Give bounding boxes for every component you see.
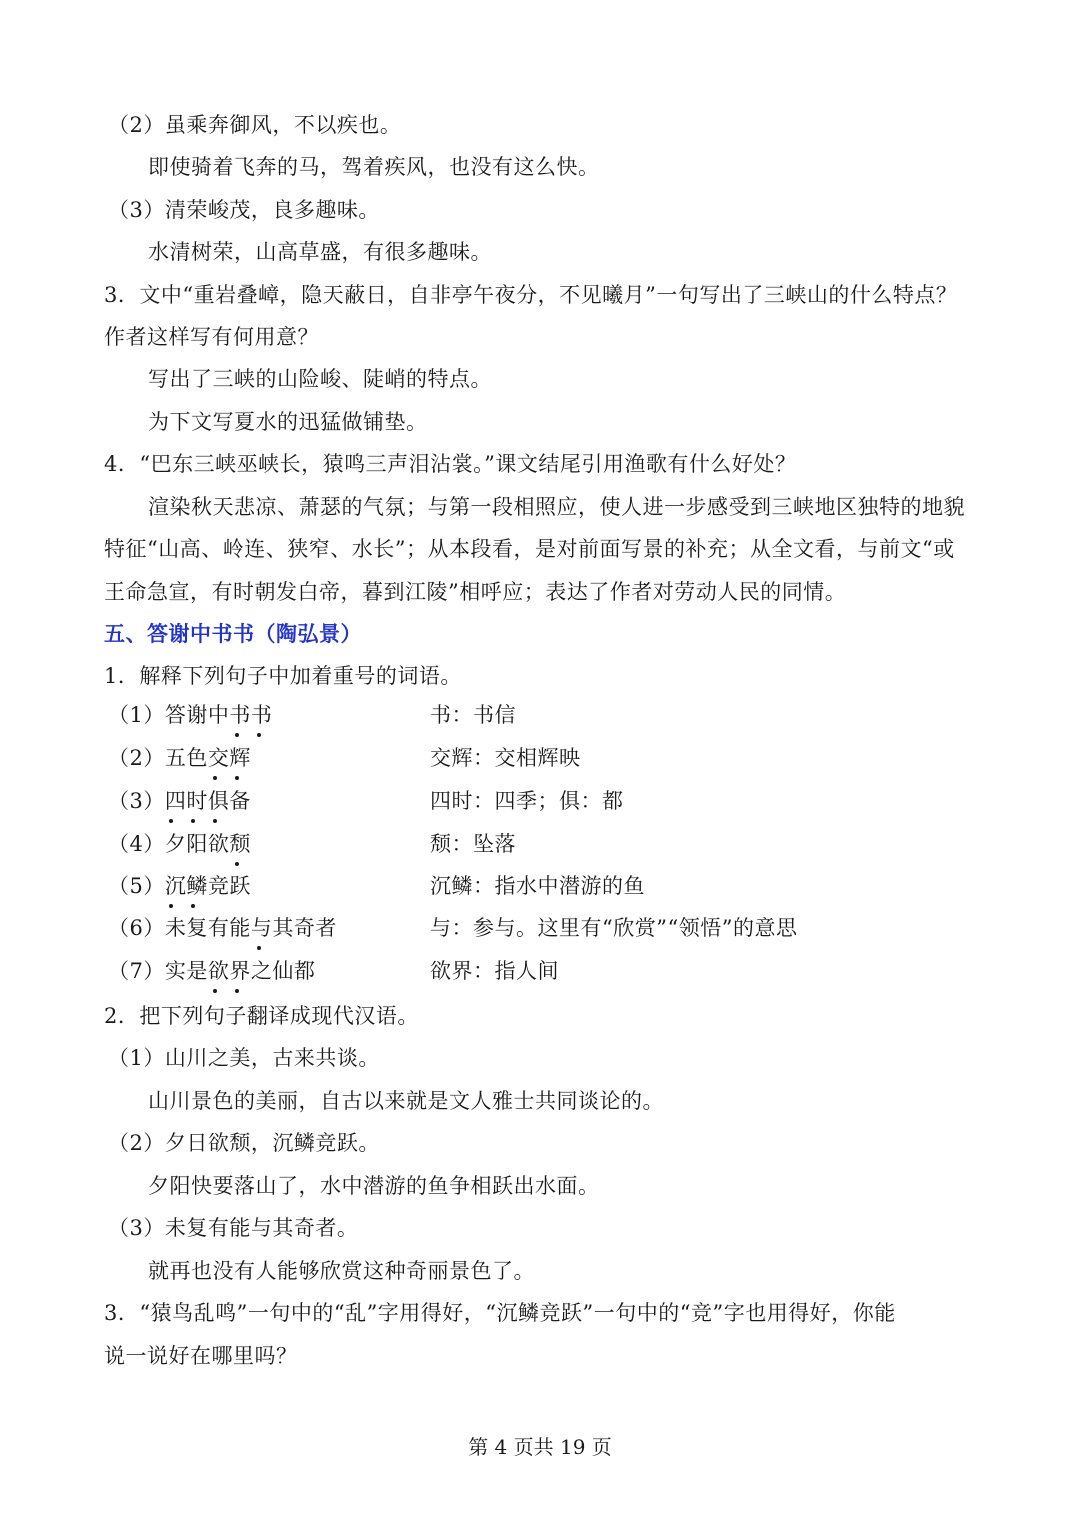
ex2-question-1: （1）山川之美，古来共谈。 [108, 1046, 380, 1070]
ex2-question-3: （3）未复有能与其奇者。 [108, 1216, 359, 1240]
vocab-question-5: （5）沉鳞竞跃 [108, 874, 251, 898]
vocab-answer-5: 沉鳞：指水中潜游的鱼 [430, 874, 645, 898]
translation-answer-3: 水清树荣，山高草盛，有很多趣味。 [148, 240, 492, 264]
answer-4-line-3: 王命急宣，有时朝发白帝，暮到江陵”相呼应；表达了作者对劳动人民的同情。 [104, 580, 847, 604]
emphasis-dot [169, 904, 173, 908]
emphasis-dot [191, 904, 195, 908]
ex2-question-2: （2）夕日欲颓，沉鳞竞跃。 [108, 1131, 380, 1155]
emphasis-dot [169, 819, 173, 823]
exercise-3-line-1: 3．“猿鸟乱鸣”一句中的“乱”字用得好，“沉鳞竞跃”一句中的“竞”字也用得好，你能 [104, 1301, 896, 1325]
vocab-answer-4: 颓：坠落 [430, 832, 516, 856]
emphasis-dot [235, 989, 239, 993]
question-3-line-2: 作者这样写有何用意？ [104, 325, 319, 349]
vocab-question-1: （1）答谢中书书 [108, 703, 273, 727]
exercise-1-title: 1．解释下列句子中加着重号的词语。 [104, 664, 462, 688]
emphasis-dot [191, 819, 195, 823]
question-3-line-1: 3．文中“重岩叠嶂，隐天蔽日，自非亭午夜分，不见曦月”一句写出了三峡山的什么特点？ [104, 283, 958, 307]
emphasis-dot [213, 989, 217, 993]
vocab-question-4: （4）夕阳欲颓 [108, 832, 251, 856]
vocab-question-2: （2）五色交辉 [108, 746, 251, 770]
vocab-answer-6: 与：参与。这里有“欣赏”“领悟”的意思 [430, 916, 798, 940]
ex2-answer-2: 夕阳快要落山了，水中潜游的鱼争相跃出水面。 [148, 1174, 600, 1198]
translation-question-2: （2）虽乘奔御风，不以疾也。 [108, 113, 402, 137]
answer-3-line-1: 写出了三峡的山险峻、陡峭的特点。 [148, 367, 492, 391]
page-footer: 第 4 页共 19 页 [468, 1435, 612, 1459]
ex2-answer-1: 山川景色的美丽，自古以来就是文人雅士共同谈论的。 [148, 1089, 664, 1113]
vocab-question-3: （3）四时俱备 [108, 789, 251, 813]
ex2-answer-3: 就再也没有人能够欣赏这种奇丽景色了。 [148, 1259, 535, 1283]
vocab-question-6: （6）未复有能与其奇者 [108, 916, 337, 940]
emphasis-dot [257, 946, 261, 950]
emphasis-dot [213, 776, 217, 780]
translation-question-3: （3）清荣峻茂，良多趣味。 [108, 198, 380, 222]
emphasis-dot [235, 733, 239, 737]
vocab-answer-7: 欲界：指人间 [430, 959, 559, 983]
answer-4-line-2: 特征“山高、岭连、狭窄、水长”；从本段看，是对前面写景的补充；从全文看，与前文“或 [104, 537, 955, 561]
answer-3-line-2: 为下文写夏水的迅猛做铺垫。 [148, 410, 428, 434]
section-heading: 五、答谢中书书（陶弘景） [104, 621, 362, 646]
vocab-answer-1: 书：书信 [430, 703, 516, 727]
question-4: 4．“巴东三峡巫峡长，猿鸣三声泪沾裳。”课文结尾引用渔歌有什么好处？ [104, 452, 797, 476]
vocab-answer-2: 交辉：交相辉映 [430, 746, 581, 770]
answer-4-line-1: 渲染秋天悲凉、萧瑟的气氛；与第一段相照应，使人进一步感受到三峡地区独特的地貌 [148, 495, 965, 519]
emphasis-dot [235, 776, 239, 780]
vocab-answer-3: 四时：四季；俱：都 [430, 789, 624, 813]
vocab-question-7: （7）实是欲界之仙都 [108, 959, 316, 983]
emphasis-dot [213, 819, 217, 823]
emphasis-dot [257, 733, 261, 737]
exercise-2-title: 2．把下列句子翻译成现代汉语。 [104, 1004, 419, 1028]
translation-answer-2: 即使骑着飞奔的马，驾着疾风，也没有这么快。 [148, 155, 600, 179]
exercise-3-line-2: 说一说好在哪里吗？ [104, 1344, 298, 1368]
emphasis-dot [235, 862, 239, 866]
